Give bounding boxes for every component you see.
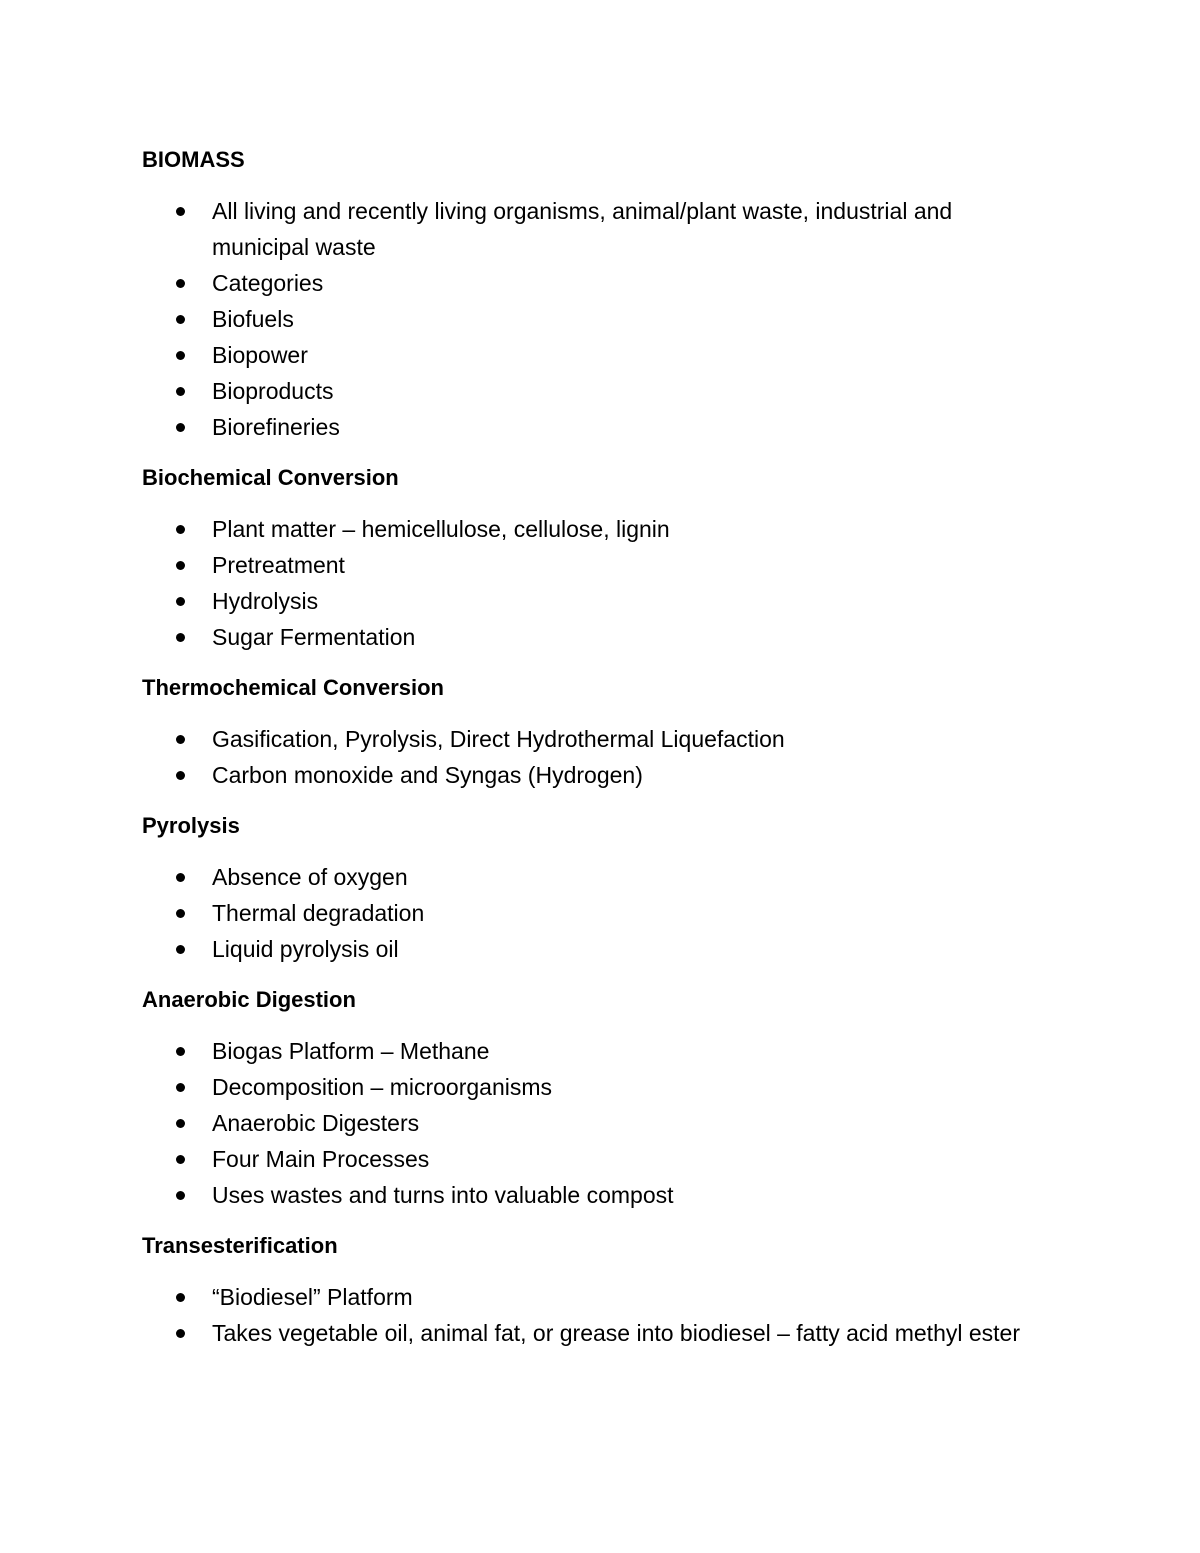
list-item-text: Carbon monoxide and Syngas (Hydrogen)	[212, 762, 643, 788]
bullet-icon	[176, 387, 185, 396]
bullet-icon	[176, 423, 185, 432]
list-item-text: Bioproducts	[212, 378, 334, 404]
bullet-icon	[176, 315, 185, 324]
list-item	[142, 1279, 1042, 1315]
section-heading: Thermochemical Conversion	[142, 675, 444, 700]
list-item	[142, 1315, 1042, 1351]
list-item-text: Liquid pyrolysis oil	[212, 936, 399, 962]
list-item	[142, 337, 1042, 373]
list-item	[142, 301, 1042, 337]
list-item-text: Uses wastes and turns into valuable compost	[212, 1182, 674, 1208]
bullet-icon	[176, 735, 185, 744]
list-item	[142, 721, 1042, 757]
section-anaerobic-digestion	[142, 983, 1042, 1213]
list-item	[142, 1069, 1042, 1105]
list-item	[142, 511, 1042, 547]
section-heading: Anaerobic Digestion	[142, 987, 356, 1012]
list-item	[142, 1105, 1042, 1141]
list-item-text: Thermal degradation	[212, 900, 425, 926]
list-item	[142, 859, 1042, 895]
section-heading: BIOMASS	[142, 147, 245, 172]
list-item-text: Sugar Fermentation	[212, 624, 416, 650]
bullet-list	[142, 721, 1042, 793]
list-item-text: Biofuels	[212, 306, 294, 332]
bullet-icon	[176, 279, 185, 288]
list-item-text: Absence of oxygen	[212, 864, 408, 890]
bullet-icon	[176, 561, 185, 570]
bullet-icon	[176, 873, 185, 882]
list-item-text: “Biodiesel” Platform	[212, 1284, 413, 1310]
document-body	[142, 143, 1042, 1351]
bullet-list	[142, 1279, 1042, 1351]
bullet-icon	[176, 597, 185, 606]
list-item	[142, 373, 1042, 409]
list-item	[142, 409, 1042, 445]
bullet-list	[142, 193, 1042, 445]
list-item-text: Categories	[212, 270, 324, 296]
list-item	[142, 895, 1042, 931]
list-item-text: Decomposition – microorganisms	[212, 1074, 553, 1100]
bullet-icon	[176, 1293, 185, 1302]
bullet-icon	[176, 207, 185, 216]
list-item-text: Four Main Processes	[212, 1146, 430, 1172]
list-item	[142, 619, 1042, 655]
list-item-text: Anaerobic Digesters	[212, 1110, 420, 1136]
list-item	[142, 931, 1042, 967]
bullet-icon	[176, 909, 185, 918]
list-item-text: All living and recently living organisms, animal/plant waste, industrial and municipal waste	[212, 198, 953, 260]
list-item	[142, 757, 1042, 793]
bullet-icon	[176, 1119, 185, 1128]
bullet-list	[142, 859, 1042, 967]
section-heading: Transesterification	[142, 1233, 338, 1258]
bullet-icon	[176, 1083, 185, 1092]
list-item	[142, 583, 1042, 619]
section-heading: Pyrolysis	[142, 813, 240, 838]
list-item	[142, 1033, 1042, 1069]
list-item	[142, 1141, 1042, 1177]
list-item-text: Gasification, Pyrolysis, Direct Hydrothermal Liquefaction	[212, 726, 785, 752]
section-transesterification	[142, 1229, 1042, 1351]
list-item	[142, 1177, 1042, 1213]
bullet-icon	[176, 1191, 185, 1200]
list-item	[142, 265, 1042, 301]
list-item	[142, 547, 1042, 583]
bullet-icon	[176, 771, 185, 780]
list-item-text: Pretreatment	[212, 552, 345, 578]
list-item-text: Biogas Platform – Methane	[212, 1038, 490, 1064]
list-item-text: Biopower	[212, 342, 308, 368]
section-heading: Biochemical Conversion	[142, 465, 399, 490]
bullet-icon	[176, 1047, 185, 1056]
bullet-list	[142, 1033, 1042, 1213]
bullet-list	[142, 511, 1042, 655]
list-item-text: Hydrolysis	[212, 588, 319, 614]
bullet-icon	[176, 945, 185, 954]
bullet-icon	[176, 1155, 185, 1164]
list-item-text: Biorefineries	[212, 414, 340, 440]
section-biochemical-conversion	[142, 461, 1042, 655]
section-pyrolysis	[142, 809, 1042, 967]
bullet-icon	[176, 525, 185, 534]
section-thermochemical-conversion	[142, 671, 1042, 793]
bullet-icon	[176, 351, 185, 360]
list-item	[142, 193, 1042, 265]
list-item-text: Plant matter – hemicellulose, cellulose, lignin	[212, 516, 670, 542]
bullet-icon	[176, 633, 185, 642]
bullet-icon	[176, 1329, 185, 1338]
list-item-text: Takes vegetable oil, animal fat, or grease into biodiesel – fatty acid methyl ester	[212, 1320, 1020, 1346]
section-biomass	[142, 143, 1042, 445]
